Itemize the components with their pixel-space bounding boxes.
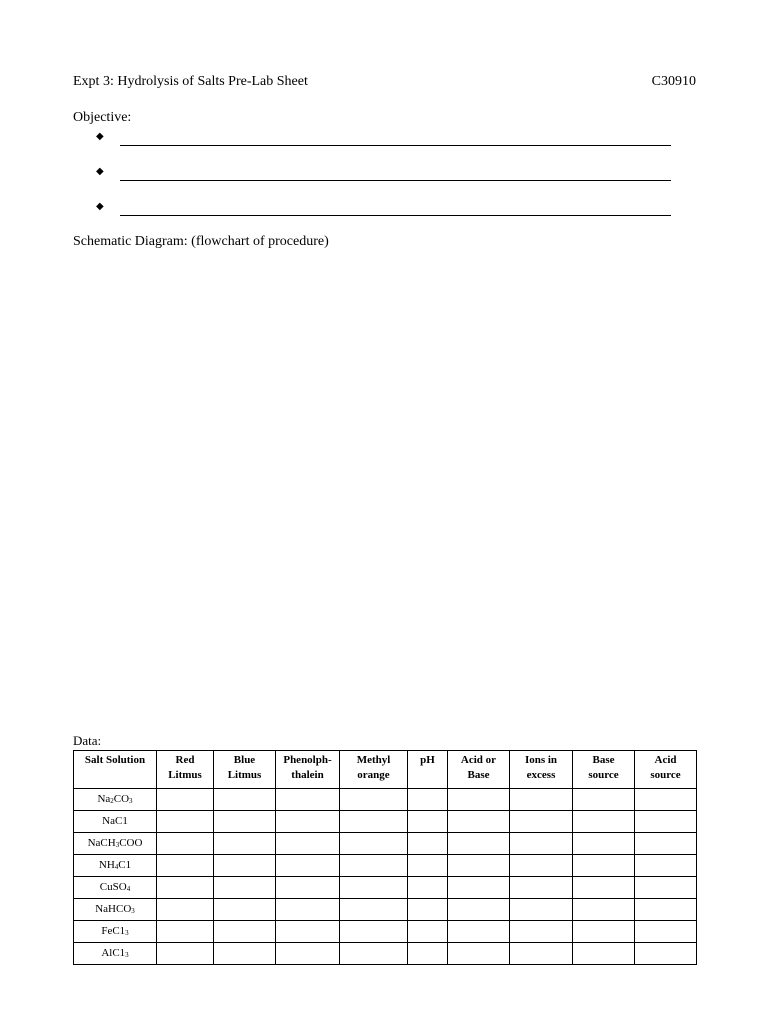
blank-cell xyxy=(214,789,276,811)
blank-cell xyxy=(573,811,635,833)
blank-cell xyxy=(510,855,573,877)
blank-cell xyxy=(276,811,340,833)
blank-cell xyxy=(340,833,408,855)
blank-cell xyxy=(573,943,635,965)
column-header-8: Base source xyxy=(573,751,635,789)
blank-cell xyxy=(510,921,573,943)
blank-cell xyxy=(448,833,510,855)
blank-cell xyxy=(340,899,408,921)
blank-cell xyxy=(448,855,510,877)
column-header-7: Ions in excess xyxy=(510,751,573,789)
blank-cell xyxy=(510,789,573,811)
column-header-9: Acid source xyxy=(635,751,697,789)
objective-label: Objective: xyxy=(73,110,132,125)
blank-cell xyxy=(635,855,697,877)
blank-cell xyxy=(157,943,214,965)
salt-name-cell: $AlC1_3$ xyxy=(74,943,157,965)
blank-cell xyxy=(635,833,697,855)
blank-cell xyxy=(340,855,408,877)
blank-cell xyxy=(214,811,276,833)
column-header-6: Acid or Base xyxy=(448,751,510,789)
table-row xyxy=(74,943,697,965)
table-row xyxy=(74,855,697,877)
blank-cell xyxy=(510,877,573,899)
blank-cell xyxy=(214,921,276,943)
column-header-4: Methyl orange xyxy=(340,751,408,789)
salt-name-cell: NaCH$_3$COO xyxy=(74,833,157,855)
column-header-5: pH xyxy=(408,751,448,789)
bullet-icon: ◆ xyxy=(96,166,104,177)
blank-cell xyxy=(448,899,510,921)
column-header-1: Red Litmus xyxy=(157,751,214,789)
blank-cell xyxy=(408,789,448,811)
blank-cell xyxy=(157,789,214,811)
blank-cell xyxy=(635,877,697,899)
table-row xyxy=(74,899,697,921)
data-label: Data: xyxy=(73,733,102,748)
table-row xyxy=(74,833,697,855)
blank-cell xyxy=(276,899,340,921)
blank-cell xyxy=(573,921,635,943)
objective-line-1 xyxy=(96,130,671,146)
salt-name-cell: $Na_2CO_3$ xyxy=(74,789,157,811)
blank-cell xyxy=(276,877,340,899)
blank-cell xyxy=(157,833,214,855)
blank-cell xyxy=(276,789,340,811)
bullet-icon: ◆ xyxy=(96,201,104,212)
blank-cell xyxy=(573,789,635,811)
blank-cell xyxy=(340,789,408,811)
blank-cell xyxy=(635,789,697,811)
objective-line-3 xyxy=(96,200,671,216)
blank-cell xyxy=(408,877,448,899)
blank-cell xyxy=(214,833,276,855)
blank-cell xyxy=(157,921,214,943)
blank-cell xyxy=(340,943,408,965)
table-row xyxy=(74,811,697,833)
blank-cell xyxy=(340,811,408,833)
blank-cell xyxy=(448,921,510,943)
blank-cell xyxy=(276,833,340,855)
blank-cell xyxy=(276,921,340,943)
blank-cell xyxy=(573,855,635,877)
salt-name-cell: $FeC1_3$ xyxy=(74,921,157,943)
salt-name-cell: $NH_4C1$ xyxy=(74,855,157,877)
blank-cell xyxy=(408,833,448,855)
blank-rule xyxy=(120,145,671,146)
blank-cell xyxy=(635,811,697,833)
blank-cell xyxy=(448,789,510,811)
blank-cell xyxy=(408,921,448,943)
blank-cell xyxy=(408,811,448,833)
table-header-row xyxy=(74,751,697,789)
blank-cell xyxy=(157,899,214,921)
blank-rule xyxy=(120,180,671,181)
blank-cell xyxy=(408,899,448,921)
page-title: Expt 3: Hydrolysis of Salts Pre-Lab Sheet xyxy=(73,74,308,89)
blank-cell xyxy=(408,943,448,965)
blank-cell xyxy=(448,811,510,833)
blank-cell xyxy=(276,855,340,877)
blank-cell xyxy=(635,921,697,943)
salt-name-cell: CuSO$_4$ xyxy=(74,877,157,899)
blank-cell xyxy=(157,877,214,899)
blank-rule xyxy=(120,215,671,216)
bullet-icon: ◆ xyxy=(96,131,104,142)
blank-cell xyxy=(635,943,697,965)
table-row xyxy=(74,921,697,943)
column-header-3: Phenolph- thalein xyxy=(276,751,340,789)
blank-cell xyxy=(157,855,214,877)
blank-cell xyxy=(214,899,276,921)
blank-cell xyxy=(214,855,276,877)
objective-line-2 xyxy=(96,165,671,181)
column-header-0: Salt Solution xyxy=(74,751,157,789)
page-header xyxy=(73,74,696,90)
blank-cell xyxy=(510,943,573,965)
data-table xyxy=(73,750,697,965)
blank-cell xyxy=(340,921,408,943)
blank-cell xyxy=(448,877,510,899)
blank-cell xyxy=(510,811,573,833)
blank-cell xyxy=(573,877,635,899)
blank-cell xyxy=(276,943,340,965)
salt-name-cell: NaC1 xyxy=(74,811,157,833)
table-row xyxy=(74,877,697,899)
blank-cell xyxy=(214,943,276,965)
schematic-label: Schematic Diagram: (flowchart of procedure) xyxy=(73,234,329,249)
blank-cell xyxy=(448,943,510,965)
salt-name-cell: NaHCO$_3$ xyxy=(74,899,157,921)
blank-cell xyxy=(157,811,214,833)
blank-cell xyxy=(573,899,635,921)
blank-cell xyxy=(214,877,276,899)
blank-cell xyxy=(510,833,573,855)
column-header-2: Blue Litmus xyxy=(214,751,276,789)
course-code: C30910 xyxy=(651,74,696,89)
blank-cell xyxy=(510,899,573,921)
blank-cell xyxy=(408,855,448,877)
blank-cell xyxy=(635,899,697,921)
blank-cell xyxy=(573,833,635,855)
table-row xyxy=(74,789,697,811)
blank-cell xyxy=(340,877,408,899)
